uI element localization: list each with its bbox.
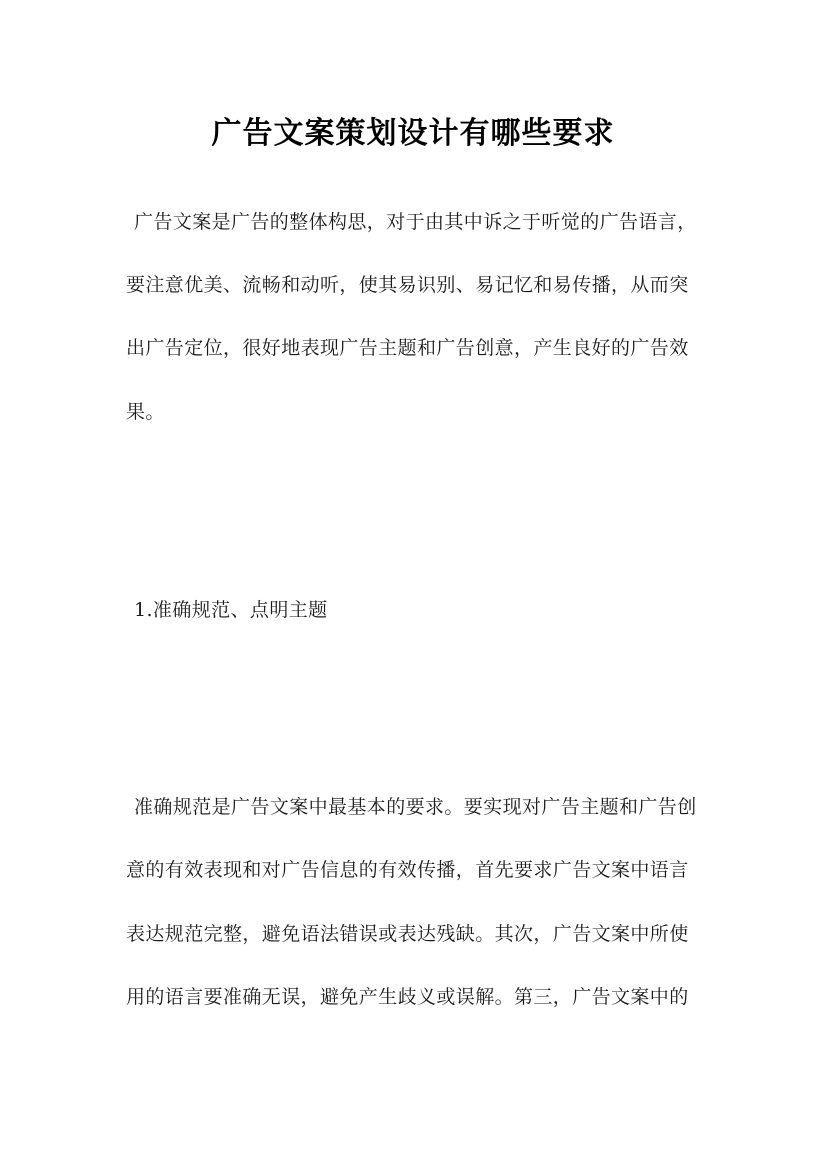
- paragraph-line: 果。: [126, 401, 165, 423]
- paragraph-line: 要注意优美、流畅和动听，使其易识别、易记忆和易传播，从而突: [126, 274, 689, 296]
- paragraph-line: 意的有效表现和对广告信息的有效传播，首先要求广告文案中语言: [126, 859, 689, 881]
- page-title: 广告文案策划设计有哪些要求: [211, 116, 615, 151]
- section-heading: 1.准确规范、点明主题: [134, 599, 328, 621]
- paragraph-line: 出广告定位，很好地表现广告主题和广告创意，产生良好的广告效: [126, 337, 689, 359]
- paragraph-line: 用的语言要准确无误，避免产生歧义或误解。第三，广告文案中的: [126, 986, 689, 1008]
- paragraph-line: 广告文案是广告的整体构思，对于由其中诉之于听觉的广告语言，: [134, 211, 697, 233]
- paragraph-line: 表达规范完整，避免语法错误或表达残缺。其次，广告文案中所使: [126, 923, 689, 945]
- paragraph-line: 准确规范是广告文案中最基本的要求。要实现对广告主题和广告创: [134, 796, 697, 818]
